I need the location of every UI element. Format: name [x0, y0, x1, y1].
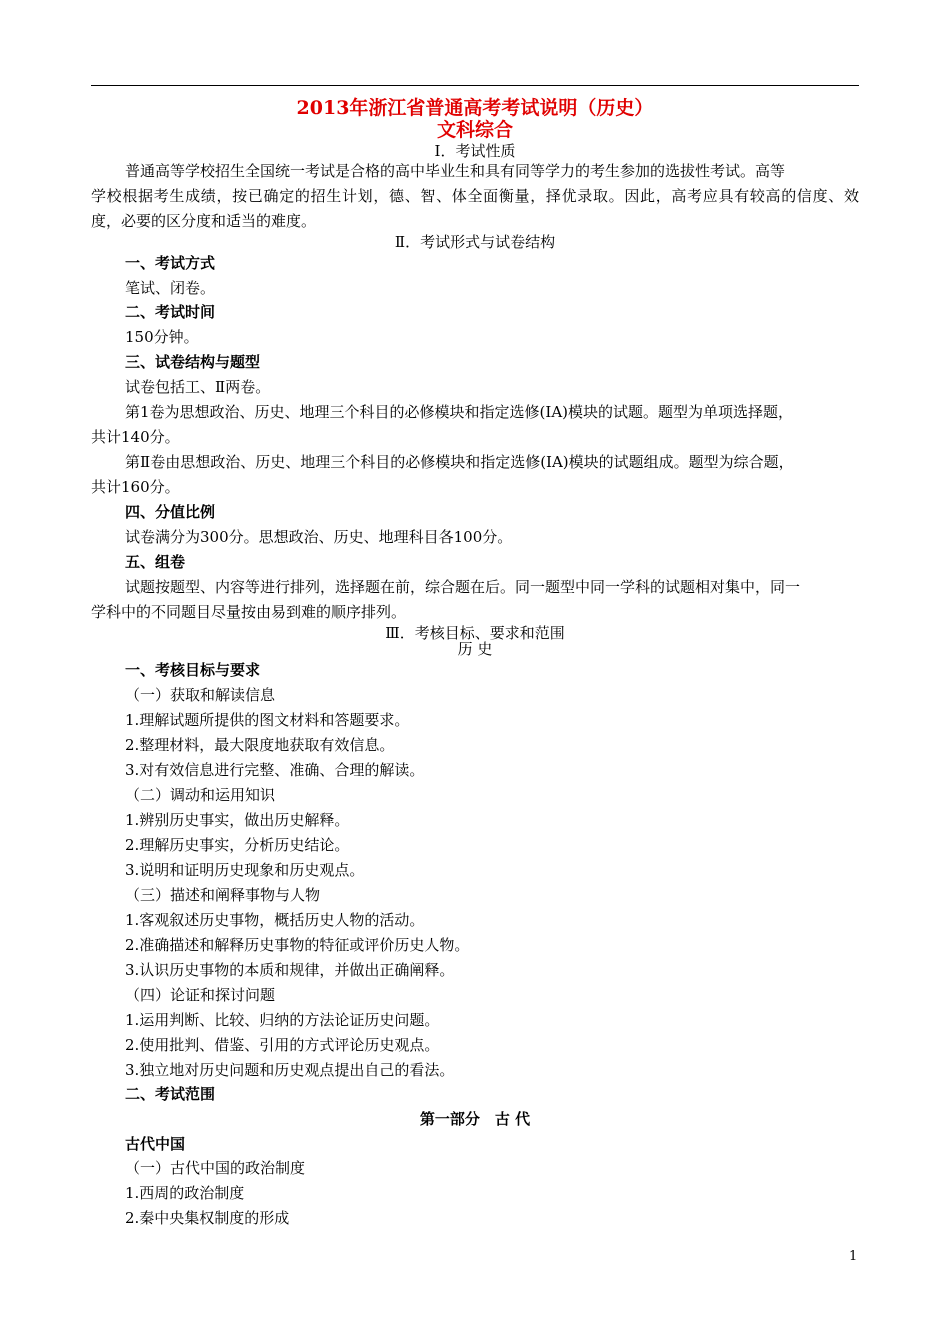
- objective-group-heading: （一）获取和解读信息: [125, 686, 276, 704]
- heading-exam-scope: 二、考试范围: [125, 1085, 216, 1103]
- heading-exam-method: 一、考试方式: [125, 254, 216, 272]
- list-item: 3.说明和证明历史现象和历史观点。: [125, 861, 365, 879]
- heading-paper-structure: 三、试卷结构与题型: [125, 353, 261, 371]
- text-exam-method: 笔试、闭卷。: [125, 279, 216, 297]
- list-item: 2.准确描述和解释历史事物的特征或评价历史人物。: [125, 936, 470, 954]
- objective-group-heading: （二）调动和运用知识: [125, 786, 276, 804]
- list-item: 2.理解历史事实，分析历史结论。: [125, 836, 350, 854]
- header-rule: [91, 85, 859, 86]
- list-item: 2.使用批判、借鉴、引用的方式评论历史观点。: [125, 1036, 440, 1054]
- list-item: 1.辨别历史事实，做出历史解释。: [125, 811, 350, 829]
- list-item: 3.对有效信息进行完整、准确、合理的解读。: [125, 761, 425, 779]
- heading-score-ratio: 四、分值比例: [125, 503, 216, 521]
- text-exam-time: 150分钟。: [125, 328, 199, 346]
- text-paper-structure: 试卷包括工、Ⅱ两卷。: [125, 378, 271, 396]
- list-item: 1.西周的政治制度: [125, 1184, 245, 1202]
- paragraph-line: 第1卷为思想政治、历史、地理三个科目的必修模块和指定选修(IA)模块的试题。题型为单项选择题，: [125, 403, 794, 421]
- topic-heading: （一）古代中国的政治制度: [125, 1159, 306, 1177]
- objective-group-heading: （三）描述和阐释事物与人物: [125, 886, 321, 904]
- paragraph-line: 共计140分。: [91, 428, 180, 446]
- paragraph-line: 共计160分。: [91, 478, 180, 496]
- paragraph-line: 普通高等学校招生全国统一考试是合格的高中毕业生和具有同等学力的考生参加的选拔性考试。高等: [125, 162, 786, 180]
- objective-group-heading: （四）论证和探讨问题: [125, 986, 276, 1004]
- section-1-heading: I．考试性质: [434, 142, 516, 160]
- paragraph-line: 试题按题型、内容等进行排列，选择题在前，综合题在后。同一题型中同一学科的试题相对集中，同一: [125, 578, 801, 596]
- list-item: 3.独立地对历史问题和历史观点提出自己的看法。: [125, 1061, 455, 1079]
- list-item: 1.客观叙述历史事物，概括历史人物的活动。: [125, 911, 425, 929]
- section-2-heading: Ⅱ．考试形式与试卷结构: [394, 233, 556, 251]
- paragraph-line: 学校根据考生成绩，按已确定的招生计划，德、智、体全面衡量，择优录取。因此，高考应具有较高的信度、效: [91, 187, 859, 205]
- heading-ancient-china: 古代中国: [125, 1135, 186, 1153]
- paragraph-line: 度，必要的区分度和适当的难度。: [91, 212, 317, 230]
- paragraph-line: 学科中的不同题目尽量按由易到难的顺序排列。: [91, 603, 407, 621]
- list-item: 1.运用判断、比较、归纳的方法论证历史问题。: [125, 1011, 440, 1029]
- heading-assembly: 五、组卷: [125, 553, 186, 571]
- list-item: 2.秦中央集权制度的形成: [125, 1209, 290, 1227]
- heading-exam-time: 二、考试时间: [125, 303, 216, 321]
- document-subtitle: 文科综合: [436, 119, 513, 141]
- section-3-subject: 历 史: [457, 640, 493, 658]
- list-item: 1.理解试题所提供的图文材料和答题要求。: [125, 711, 410, 729]
- paragraph-line: 第Ⅱ卷由思想政治、历史、地理三个科目的必修模块和指定选修(IA)模块的试题组成。题型为综合题，: [125, 453, 794, 471]
- list-item: 2.整理材料，最大限度地获取有效信息。: [125, 736, 395, 754]
- section-3-heading: Ⅲ．考核目标、要求和范围: [385, 624, 565, 642]
- page-number: 1: [849, 1249, 858, 1264]
- document-title: 2013年浙江省普通高考考试说明（历史）: [296, 97, 654, 119]
- list-item: 3.认识历史事物的本质和规律，并做出正确阐释。: [125, 961, 455, 979]
- part-heading: 第一部分 古 代: [419, 1110, 531, 1128]
- heading-objectives: 一、考核目标与要求: [125, 661, 261, 679]
- text-score-ratio: 试卷满分为300分。思想政治、历史、地理科目各100分。: [125, 528, 513, 546]
